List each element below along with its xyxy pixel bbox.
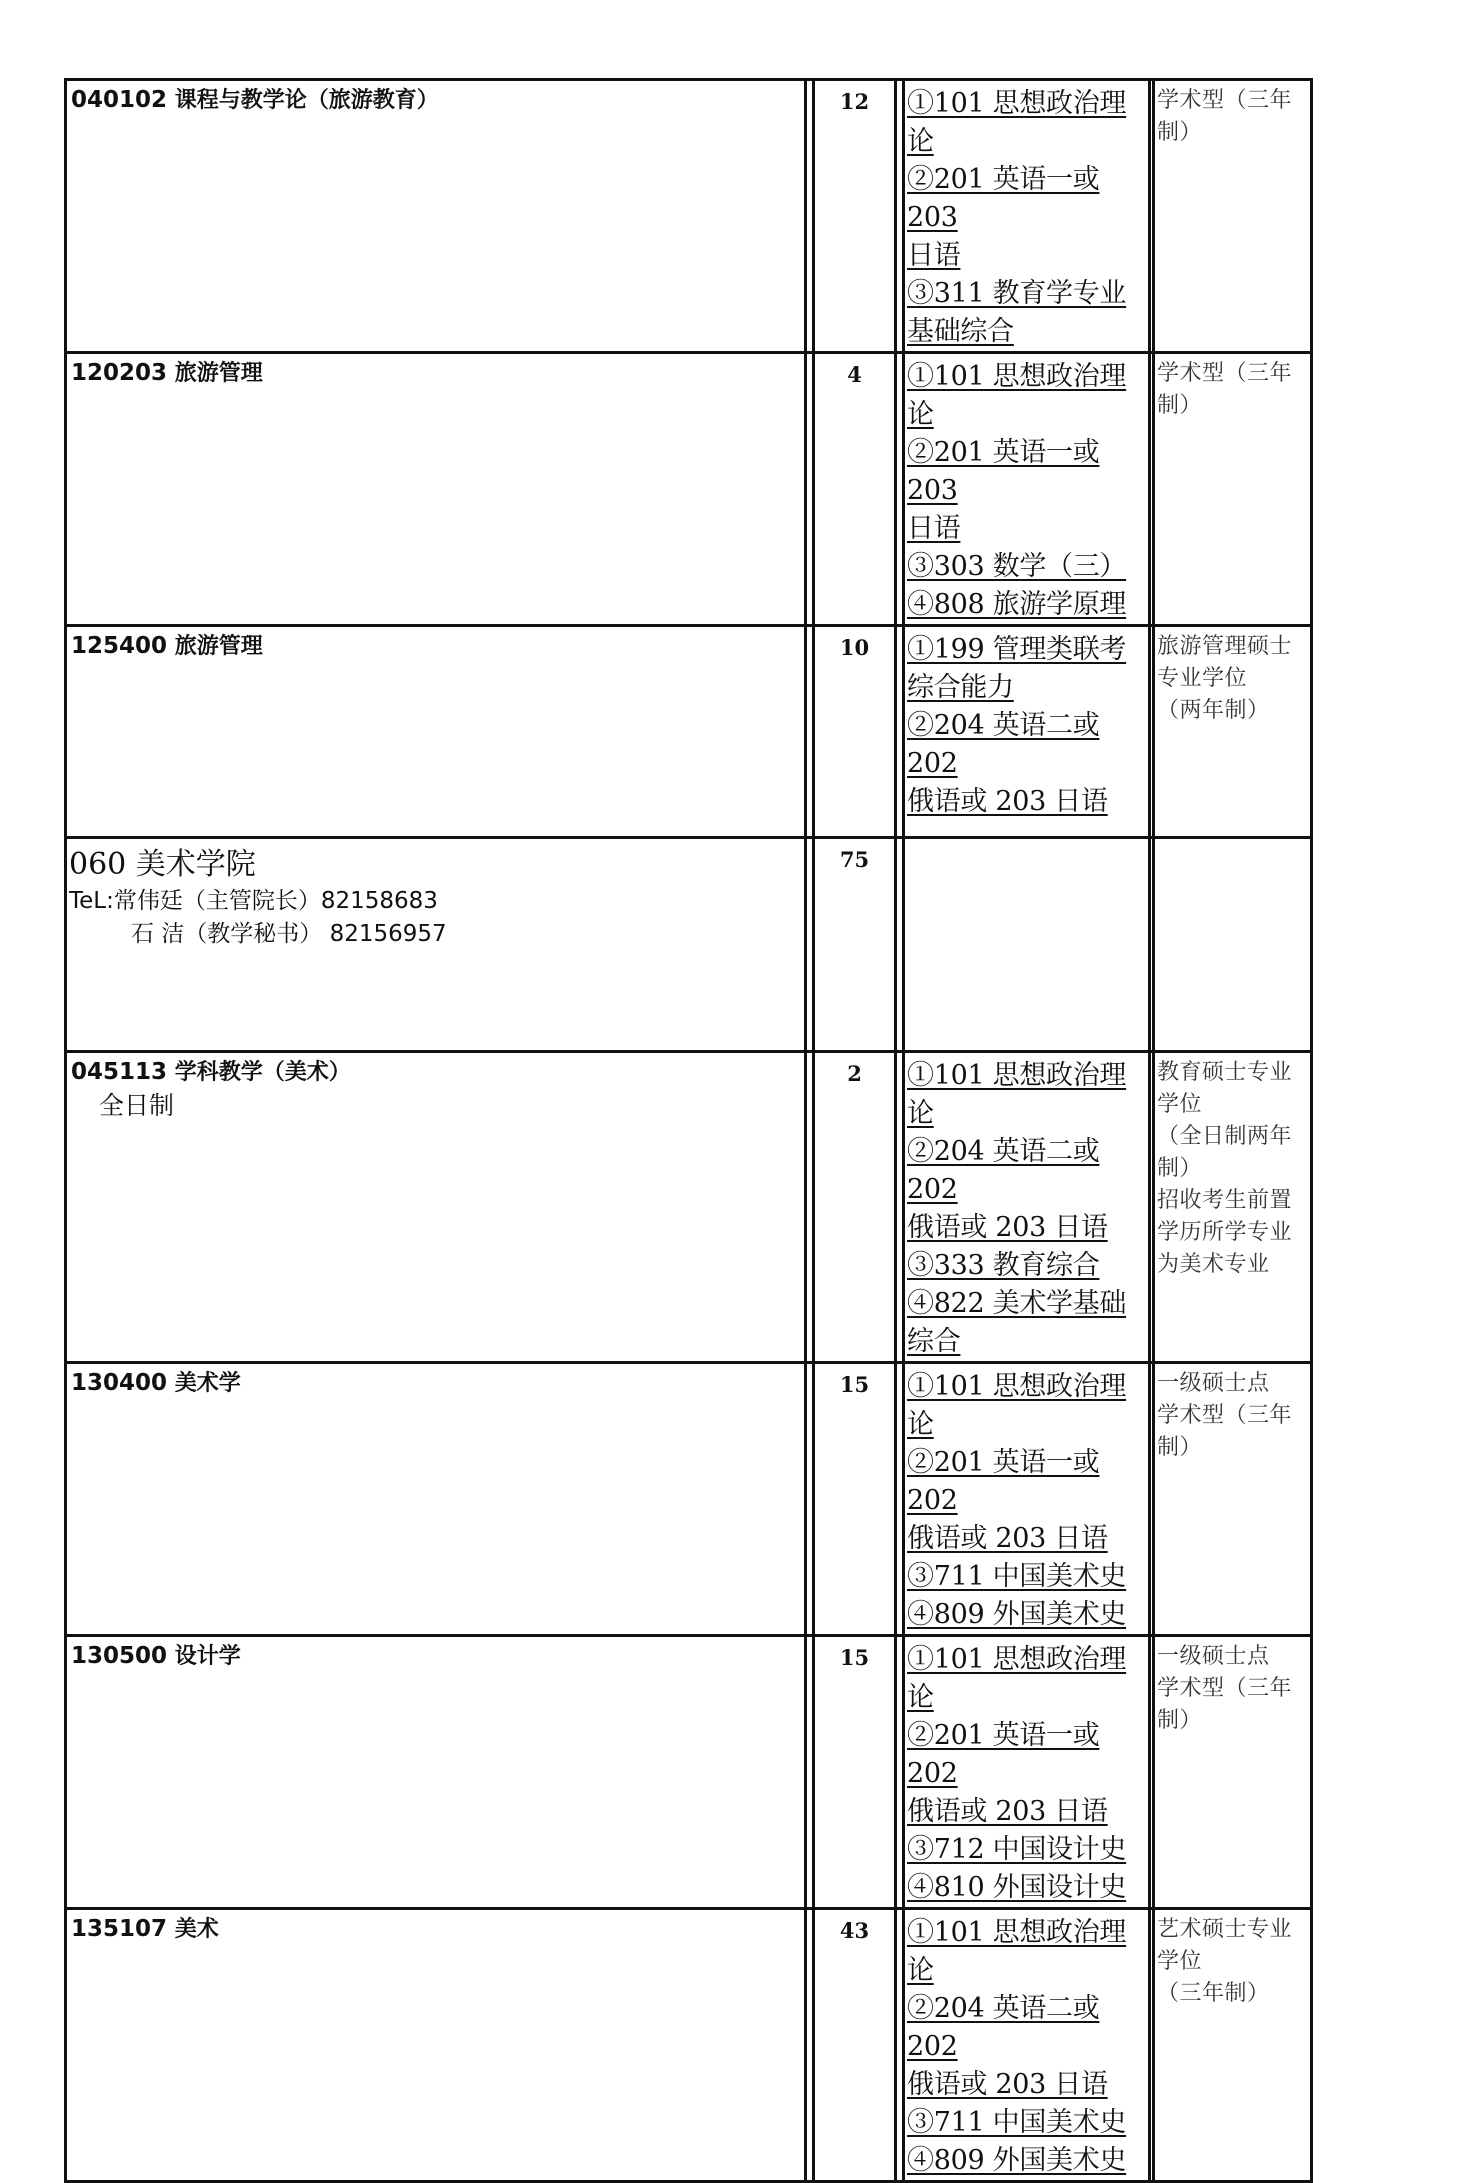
note-line: 学历所学专业 bbox=[1157, 1220, 1293, 1245]
table-row bbox=[66, 1363, 1312, 1636]
quota-cell bbox=[814, 353, 896, 626]
college-cell bbox=[66, 838, 806, 1052]
note-line: 制） bbox=[1157, 393, 1203, 418]
exam-cell bbox=[904, 626, 1150, 838]
note-line: 专业学位 bbox=[1157, 666, 1248, 691]
note-cell bbox=[1154, 1363, 1312, 1636]
note-line: 一级硕士点 bbox=[1157, 1644, 1270, 1669]
note-cell bbox=[1154, 626, 1312, 838]
quota-value: 15 bbox=[839, 1645, 870, 1670]
quota-cell bbox=[814, 626, 896, 838]
exam-line: ③303 数学（三） bbox=[907, 551, 1127, 582]
exam-line: ②201 英语一或 203 bbox=[907, 164, 1100, 233]
exam-cell bbox=[904, 1909, 1150, 2182]
note-line: 制） bbox=[1157, 120, 1203, 145]
exam-line: ③311 教育学专业 bbox=[907, 278, 1127, 309]
college-name: 060 美术学院 bbox=[69, 847, 256, 882]
quota-value: 75 bbox=[839, 847, 870, 872]
note-line: （两年制） bbox=[1157, 698, 1270, 723]
exam-line: ①101 思想政治理 bbox=[907, 361, 1127, 392]
major-code: 045113 bbox=[71, 1059, 168, 1085]
major-code: 130500 bbox=[71, 1643, 168, 1669]
exam-line: ④808 旅游学原理 bbox=[907, 589, 1127, 620]
major-cell bbox=[66, 626, 806, 838]
exam-line: 论 bbox=[907, 1098, 934, 1129]
exam-line: ③711 中国美术史 bbox=[907, 1561, 1127, 1592]
college-row bbox=[66, 838, 1312, 1052]
major-code: 135107 bbox=[71, 1916, 168, 1942]
table-row bbox=[66, 1052, 1312, 1363]
exam-cell bbox=[904, 353, 1150, 626]
admissions-table bbox=[64, 78, 1313, 2183]
quota-cell bbox=[814, 80, 896, 353]
exam-line: 论 bbox=[907, 126, 934, 157]
exam-line: ①101 思想政治理 bbox=[907, 88, 1127, 119]
note-line: 学术型（三年 bbox=[1157, 88, 1293, 113]
exam-line: ②201 英语一或 202 bbox=[907, 1720, 1100, 1789]
table-row bbox=[66, 80, 1312, 353]
major-cell bbox=[66, 80, 806, 353]
table-row bbox=[66, 1636, 1312, 1909]
major-name: 旅游管理 bbox=[174, 361, 263, 386]
major-code: 040102 bbox=[71, 87, 168, 113]
table-row bbox=[66, 1909, 1312, 2182]
exam-line: ③711 中国美术史 bbox=[907, 2107, 1127, 2138]
exam-line: ③333 教育综合 bbox=[907, 1250, 1100, 1281]
quota-value: 43 bbox=[839, 1918, 870, 1943]
note-line: 制） bbox=[1157, 1435, 1203, 1460]
exam-line: ②204 英语二或 202 bbox=[907, 1136, 1100, 1205]
quota-value: 2 bbox=[847, 1061, 862, 1086]
note-line: 学术型（三年 bbox=[1157, 1403, 1293, 1428]
exam-line: 俄语或 203 日语 bbox=[907, 786, 1108, 817]
exam-line: ①101 思想政治理 bbox=[907, 1371, 1127, 1402]
note-line: （全日制两年 bbox=[1157, 1124, 1293, 1149]
note-line: 教育硕士专业 bbox=[1157, 1060, 1293, 1085]
major-cell bbox=[66, 353, 806, 626]
quota-value: 15 bbox=[839, 1372, 870, 1397]
exam-cell bbox=[904, 1052, 1150, 1363]
note-line: 制） bbox=[1157, 1708, 1203, 1733]
exam-line: 论 bbox=[907, 399, 934, 430]
exam-line: ④810 外国设计史 bbox=[907, 1872, 1127, 1903]
major-cell bbox=[66, 1909, 806, 2182]
exam-line: ①101 思想政治理 bbox=[907, 1644, 1127, 1675]
major-name: 课程与教学论（旅游教育） bbox=[174, 88, 439, 113]
note-line: 学术型（三年 bbox=[1157, 1676, 1293, 1701]
quota-cell bbox=[814, 1052, 896, 1363]
note-line: 为美术专业 bbox=[1157, 1252, 1270, 1277]
major-cell bbox=[66, 1636, 806, 1909]
study-mode: 全日制 bbox=[99, 1091, 175, 1120]
major-name: 美术 bbox=[174, 1917, 219, 1942]
note-cell bbox=[1154, 80, 1312, 353]
quota-cell bbox=[814, 1363, 896, 1636]
exam-line: ②201 英语一或 203 bbox=[907, 437, 1100, 506]
exam-cell bbox=[904, 838, 1150, 1052]
exam-line: ①199 管理类联考 bbox=[907, 634, 1127, 665]
table-row bbox=[66, 626, 1312, 838]
quota-cell bbox=[814, 838, 896, 1052]
contact-line: 石 洁（教学秘书） 82156957 bbox=[131, 921, 447, 947]
note-cell bbox=[1154, 1636, 1312, 1909]
exam-line: ③712 中国设计史 bbox=[907, 1834, 1127, 1865]
exam-line: 俄语或 203 日语 bbox=[907, 1523, 1108, 1554]
exam-line: 论 bbox=[907, 1409, 934, 1440]
major-code: 120203 bbox=[71, 360, 168, 386]
exam-line: ①101 思想政治理 bbox=[907, 1917, 1127, 1948]
note-line: 学位 bbox=[1157, 1949, 1203, 1974]
exam-cell bbox=[904, 1363, 1150, 1636]
exam-line: 论 bbox=[907, 1682, 934, 1713]
quota-value: 12 bbox=[839, 89, 870, 114]
note-line: 学术型（三年 bbox=[1157, 361, 1293, 386]
quota-cell bbox=[814, 1909, 896, 2182]
exam-line: 俄语或 203 日语 bbox=[907, 1212, 1108, 1243]
contact-line: TeL:常伟廷（主管院长）82158683 bbox=[69, 888, 438, 914]
note-line: 招收考生前置 bbox=[1157, 1188, 1293, 1213]
major-code: 125400 bbox=[71, 633, 168, 659]
exam-line: 论 bbox=[907, 1955, 934, 1986]
exam-line: 俄语或 203 日语 bbox=[907, 2069, 1108, 2100]
exam-line: 综合能力 bbox=[907, 672, 1014, 703]
exam-line: ②201 英语一或 202 bbox=[907, 1447, 1100, 1516]
exam-line: ②204 英语二或 202 bbox=[907, 1993, 1100, 2062]
note-line: 制） bbox=[1157, 1156, 1203, 1181]
note-line: 学位 bbox=[1157, 1092, 1203, 1117]
note-line: 一级硕士点 bbox=[1157, 1371, 1270, 1396]
major-name: 学科教学（美术） bbox=[174, 1060, 351, 1085]
note-cell bbox=[1154, 838, 1312, 1052]
exam-line: ④809 外国美术史 bbox=[907, 1599, 1127, 1630]
note-cell bbox=[1154, 353, 1312, 626]
exam-line: 俄语或 203 日语 bbox=[907, 1796, 1108, 1827]
note-line: （三年制） bbox=[1157, 1981, 1270, 2006]
exam-line: 基础综合 bbox=[907, 316, 1014, 347]
exam-line: ②204 英语二或 202 bbox=[907, 710, 1100, 779]
exam-line: 日语 bbox=[907, 240, 961, 271]
note-line: 艺术硕士专业 bbox=[1157, 1917, 1293, 1942]
quota-value: 4 bbox=[847, 362, 862, 387]
major-cell bbox=[66, 1052, 806, 1363]
exam-cell bbox=[904, 80, 1150, 353]
note-cell bbox=[1154, 1909, 1312, 2182]
major-name: 旅游管理 bbox=[174, 634, 263, 659]
exam-line: ④809 外国美术史 bbox=[907, 2145, 1127, 2176]
major-code: 130400 bbox=[71, 1370, 168, 1396]
exam-line: ①101 思想政治理 bbox=[907, 1060, 1127, 1091]
note-cell bbox=[1154, 1052, 1312, 1363]
major-name: 设计学 bbox=[174, 1644, 241, 1669]
table-row bbox=[66, 353, 1312, 626]
note-line: 旅游管理硕士 bbox=[1157, 634, 1293, 659]
major-name: 美术学 bbox=[174, 1371, 241, 1396]
exam-line: 综合 bbox=[907, 1326, 961, 1357]
exam-line: 日语 bbox=[907, 513, 961, 544]
quota-cell bbox=[814, 1636, 896, 1909]
major-cell bbox=[66, 1363, 806, 1636]
exam-line: ④822 美术学基础 bbox=[907, 1288, 1127, 1319]
quota-value: 10 bbox=[839, 635, 870, 660]
exam-cell bbox=[904, 1636, 1150, 1909]
